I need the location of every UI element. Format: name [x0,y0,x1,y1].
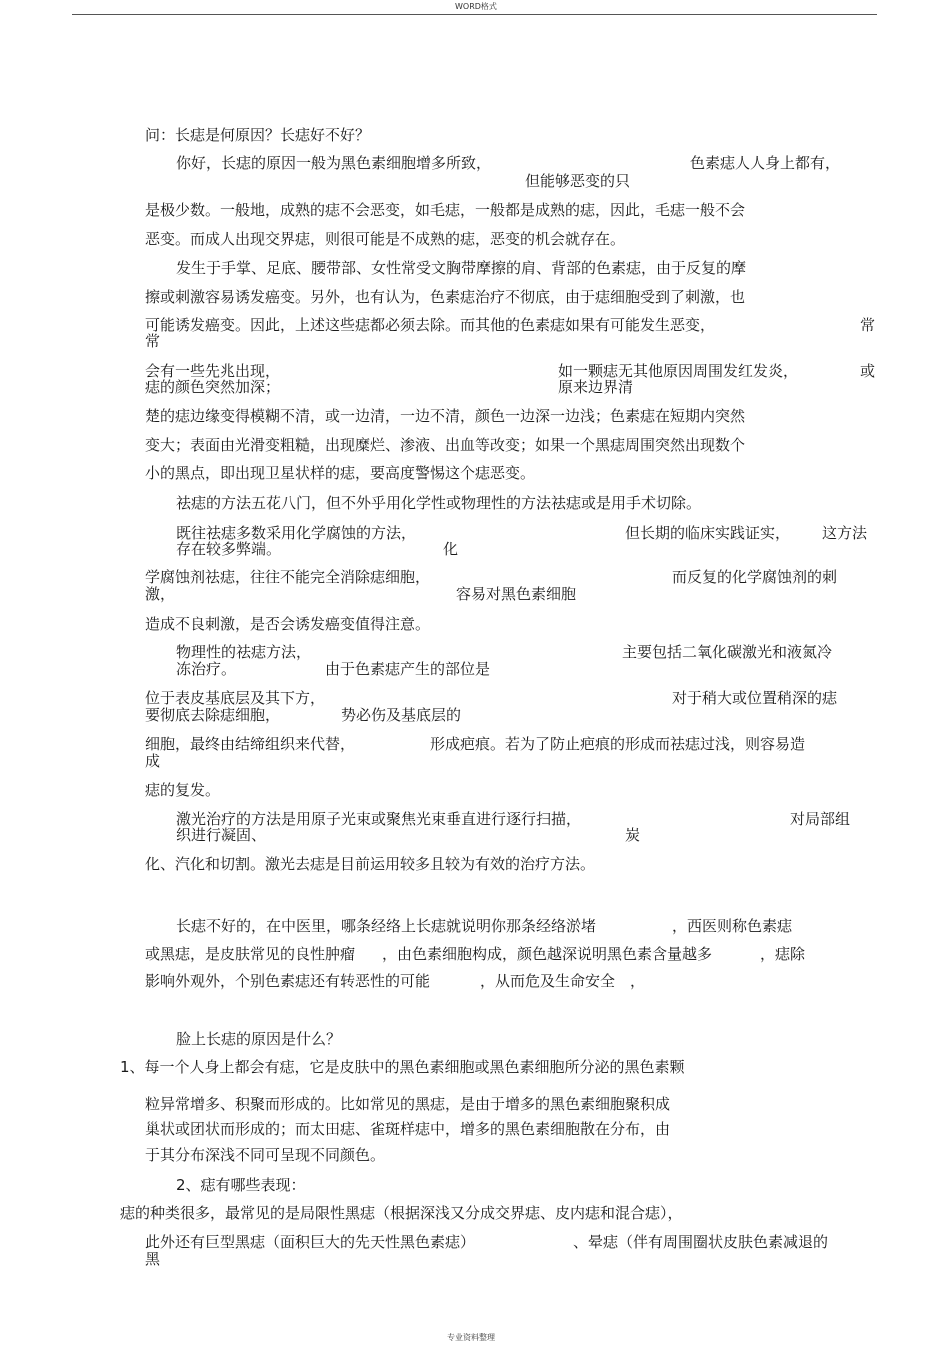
text-line: 痣的颜色突然加深； [145,378,281,396]
text-line: 常 [860,316,876,334]
text-line: 由于色素痣产生的部位是 [325,660,491,678]
text-line: ，由色素细胞构成，颜色越深说明黑色素含量越多 [382,945,713,963]
text-line: 对局部组 [790,810,851,828]
text-line: 此外还有巨型黑痣（面积巨大的先天性黑色素痣） [145,1233,476,1251]
text-line: 长痣不好的，在中医里，哪条经络上长痣就说明你那条经络淤堵 [176,917,597,935]
text-line: 织进行凝固、 [176,826,267,844]
text-line: 会有一些先兆出现， [145,362,281,380]
text-line: 楚的痣边缘变得模糊不清，或一边清，一边不清，颜色一边深一边浅；色素痣在短期内突然 [145,407,746,425]
text-line: 物理性的祛痣方法， [176,643,312,661]
text-line: 造成不良刺激，是否会诱发癌变值得注意。 [145,615,431,633]
text-line: 容易对黑色素细胞 [456,585,577,603]
page-header: WORD格式 [455,2,497,11]
text-line: 激， [145,585,176,603]
text-line: 脸上长痣的原因是什么？ [176,1030,342,1048]
text-line: 位于表皮基底层及其下方， [145,689,326,707]
text-line: 痣的种类很多，最常见的是局限性黑痣（根据深浅又分成交界痣、皮内痣和混合痣）， [120,1204,683,1222]
text-line: 细胞，最终由结缔组织来代替， [145,735,356,753]
text-line: 化 [443,540,459,558]
text-line: 擦或刺激容易诱发癌变。另外，也有认为，色素痣治疗不彻底，由于痣细胞受到了刺激，也 [145,288,746,306]
text-line: 冻治疗。 [176,660,237,678]
page-footer: 专业资料整理 [447,1333,495,1342]
text-line: 形成疤痕。若为了防止疤痕的形成而祛痣过浅，则容易造 [430,735,806,753]
text-line: 或黑痣，是皮肤常见的良性肿瘤 [145,945,356,963]
text-line: 势必伤及基底层的 [341,706,462,724]
text-line: 小的黑点，即出现卫星状样的痣，要高度警惕这个痣恶变。 [145,464,536,482]
text-line: 但长期的临床实践证实， [625,524,791,542]
text-line: ，从而危及生命安全 [480,972,616,990]
text-line: 1、每一个人身上都会有痣，它是皮肤中的黑色素细胞或黑色素细胞所分泌的黑色素颗 [120,1058,685,1076]
text-line: 粒异常增多、积聚而形成的。比如常见的黑痣，是由于增多的黑色素细胞聚积成 [145,1095,671,1113]
text-line: 既往祛痣多数采用化学腐蚀的方法， [176,524,417,542]
text-line: 痣的复发。 [145,781,221,799]
text-line: 色素痣人人身上都有， [690,154,841,172]
text-line: 主要包括二氧化碳激光和液氮冷 [622,643,833,661]
text-line: 存在较多弊端。 [176,540,282,558]
text-line: 是极少数。一般地，成熟的痣不会恶变，如毛痣，一般都是成熟的痣，因此，毛痣一般不会 [145,201,746,219]
text-line: 原来边界清 [558,378,634,396]
text-line: ， [630,972,646,990]
text-line: 影响外观外，个别色素痣还有转恶性的可能 [145,972,431,990]
text-line: 炭 [625,826,641,844]
text-line: 化、汽化和切割。激光去痣是目前运用较多且较为有效的治疗方法。 [145,855,596,873]
text-line: 可能诱发癌变。因此，上述这些痣都必须去除。而其他的色素痣如果有可能发生恶变， [145,316,716,334]
text-line: 于其分布深浅不同可呈现不同颜色。 [145,1146,386,1164]
text-line: 成 [145,752,161,770]
text-line: 发生于手掌、足底、腰带部、女性常受文胸带摩擦的肩、背部的色素痣，由于反复的摩 [176,259,747,277]
text-line: 或 [860,362,876,380]
text-line: 常 [145,332,161,350]
text-line: 巢状或团状而形成的；而太田痣、雀斑样痣中，增多的黑色素细胞散在分布，由 [145,1120,671,1138]
text-line: 、晕痣（伴有周围圈状皮肤色素减退的 [573,1233,829,1251]
text-line: 这方法 [822,524,868,542]
text-line: 但能够恶变的只 [525,172,631,190]
text-line: 恶变。而成人出现交界痣，则很可能是不成熟的痣，恶变的机会就存在。 [145,230,626,248]
text-line: 如一颗痣无其他原因周围发红发炎， [558,362,799,380]
text-line: ，痣除 [760,945,806,963]
header-rule [72,14,877,15]
text-line: 2、痣有哪些表现： [176,1176,306,1194]
text-line: 你好，长痣的原因一般为黑色素细胞增多所致， [176,154,492,172]
text-line: 对于稍大或位置稍深的痣 [672,689,838,707]
text-line: 而反复的化学腐蚀剂的刺 [672,568,838,586]
text-line: 变大；表面由光滑变粗糙，出现糜烂、渗液、出血等改变；如果一个黑痣周围突然出现数个 [145,436,746,454]
text-line: 学腐蚀剂祛痣，往往不能完全消除痣细胞， [145,568,431,586]
text-line: 要彻底去除痣细胞， [145,706,281,724]
text-line: 激光治疗的方法是用原子光束或聚焦光束垂直进行逐行扫描， [176,810,582,828]
text-line: 问：长痣是何原因？长痣好不好？ [145,126,371,144]
text-line: ，西医则称色素痣 [672,917,793,935]
text-line: 祛痣的方法五花八门，但不外乎用化学性或物理性的方法祛痣或是用手术切除。 [176,494,702,512]
text-line: 黑 [145,1250,161,1268]
